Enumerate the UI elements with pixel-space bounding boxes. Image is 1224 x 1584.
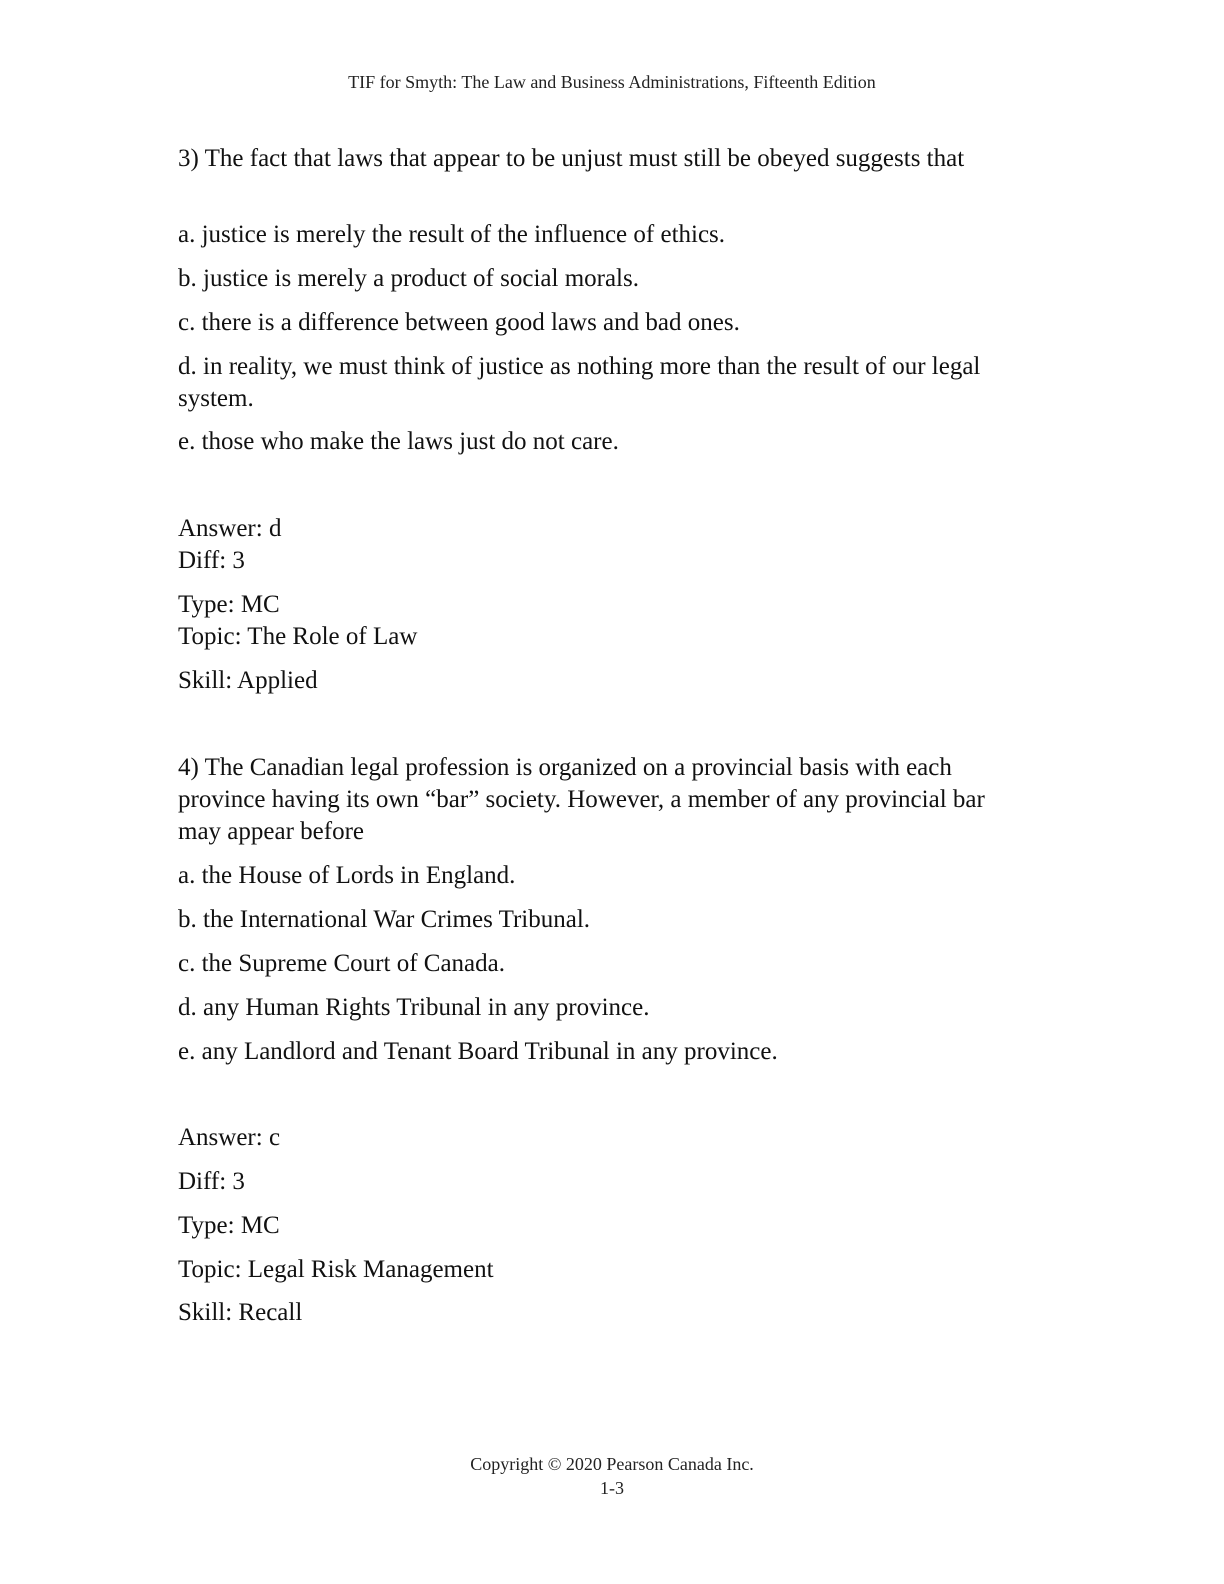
page-footer <box>0 1452 1224 1500</box>
q4-skill: Skill: Recall <box>178 1299 303 1326</box>
q4-topic: Topic: Legal Risk Management <box>178 1256 494 1283</box>
q4-option-e: e. any Landlord and Tenant Board Tribunal in any province. <box>178 1038 778 1065</box>
q4-option-d: d. any Human Rights Tribunal in any province. <box>178 994 650 1021</box>
question-4-text: 4) The Canadian legal profession is organized on a provincial basis with each province having its own “bar” society. However, a member of any provincial bar may appear before <box>178 754 985 845</box>
page-header: TIF for Smyth: The Law and Business Administrations, Fifteenth Edition <box>348 72 876 92</box>
q3-skill: Skill: Applied <box>178 667 318 694</box>
q3-option-b: b. justice is merely a product of social morals. <box>178 265 639 292</box>
q3-diff: Diff: 3 <box>178 547 245 574</box>
q4-type: Type: MC <box>178 1212 280 1239</box>
q4-option-a: a. the House of Lords in England. <box>178 862 516 889</box>
q3-type: Type: MC <box>178 591 280 618</box>
q4-diff: Diff: 3 <box>178 1168 245 1195</box>
copyright-notice: Copyright © 2020 Pearson Canada Inc. <box>470 1454 754 1474</box>
q3-topic: Topic: The Role of Law <box>178 623 418 650</box>
page-number: 1-3 <box>600 1478 624 1498</box>
q3-option-a: a. justice is merely the result of the influence of ethics. <box>178 221 726 248</box>
q3-option-c: c. there is a difference between good laws and bad ones. <box>178 309 740 336</box>
q3-option-e: e. those who make the laws just do not care. <box>178 428 619 455</box>
question-3-text: 3) The fact that laws that appear to be unjust must still be obeyed suggests that <box>178 145 965 172</box>
q4-option-c: c. the Supreme Court of Canada. <box>178 950 505 977</box>
q3-answer: Answer: d <box>178 515 282 542</box>
q4-answer: Answer: c <box>178 1124 281 1151</box>
q3-option-d: d. in reality, we must think of justice as nothing more than the result of our legal system. <box>178 353 981 412</box>
q4-option-b: b. the International War Crimes Tribunal. <box>178 906 591 933</box>
